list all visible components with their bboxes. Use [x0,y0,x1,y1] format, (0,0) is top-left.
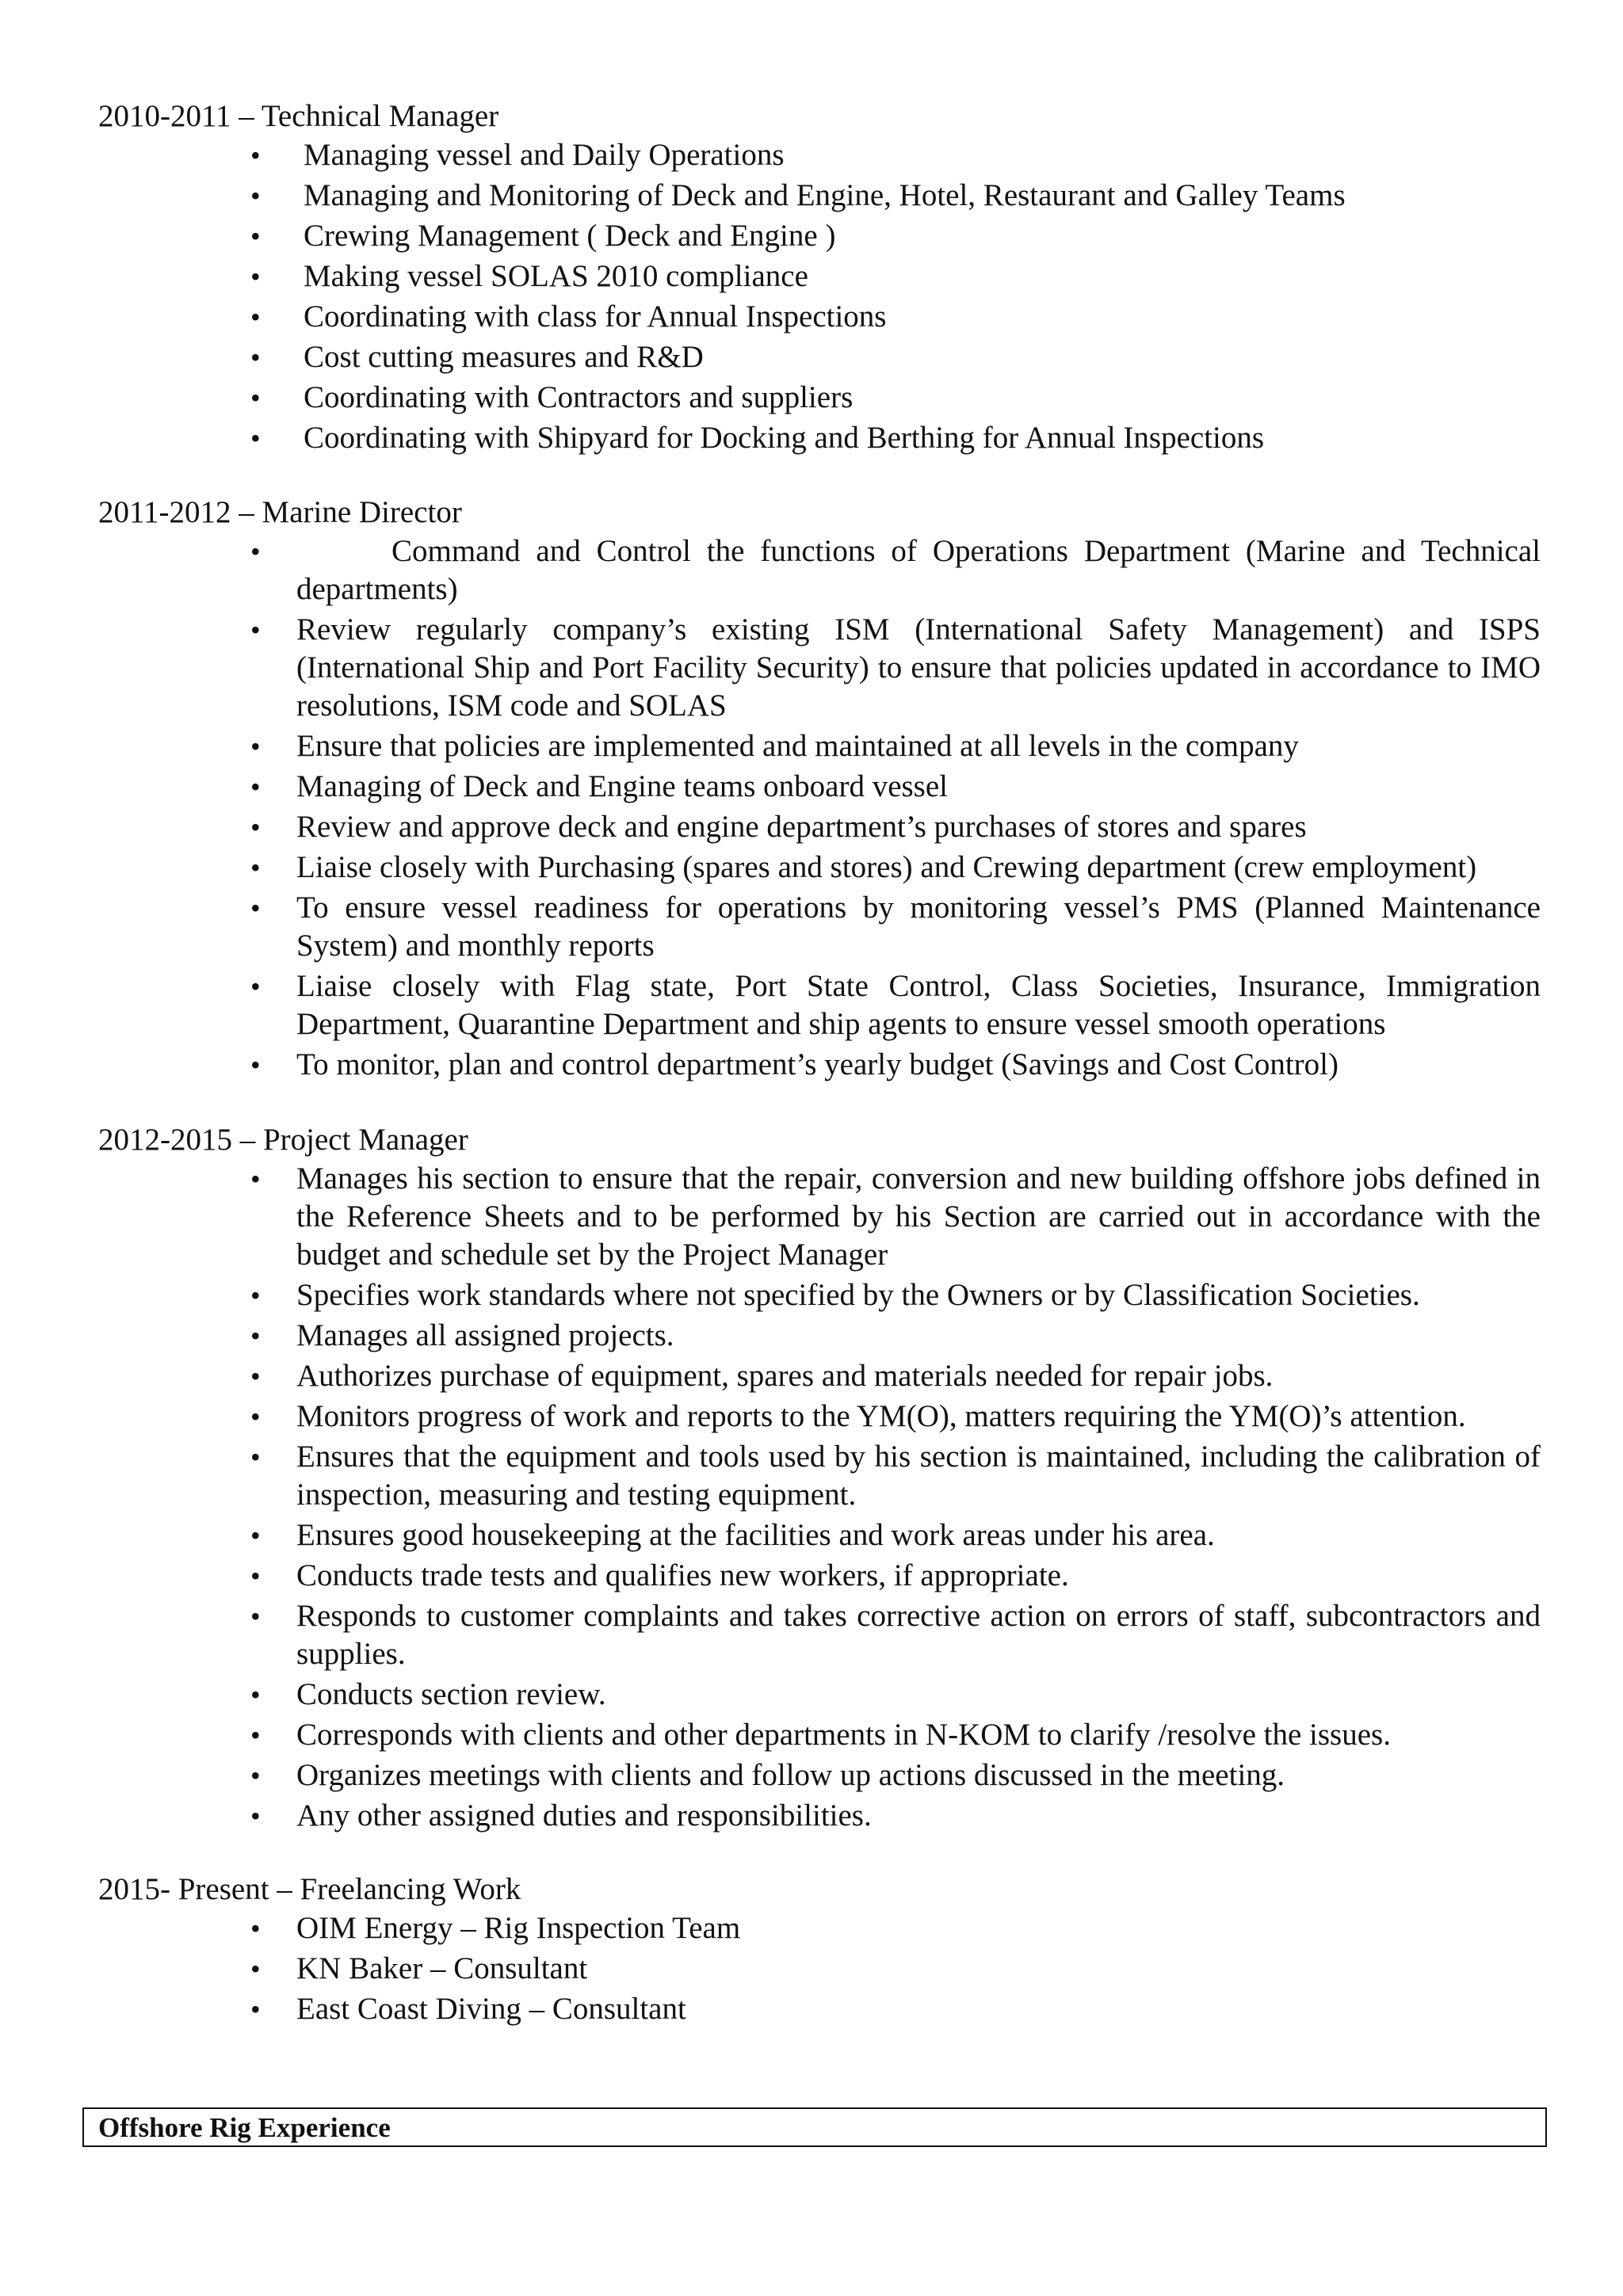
list-item: • Manages all assigned projects. [98,1317,1541,1355]
bullet-icon: • [250,220,261,252]
list-item: • Specifies work standards where not specified by the Owners or by Classification Societies. [98,1276,1541,1314]
list-item: • Coordinating with Shipyard for Docking and Berthing for Annual Inspections [98,419,1541,457]
bullet-icon: • [250,1913,261,1944]
list-item: • Review regularly company’s existing ISM (International Safety Management) and ISPS (International Ship and Port Facility Security) to ensure that policies updated in accordance to IMO resolutions, ISM code and SOLAS [250,612,1541,723]
list-item: • To monitor, plan and control department’s yearly budget (Savings and Cost Control) [98,1046,1541,1084]
bullet-icon: • [250,341,261,373]
bullet-icon: • [250,614,261,646]
list-item: • Ensures good housekeeping at the facilities and work areas under his area. [98,1516,1541,1554]
list-item: • Crewing Management ( Deck and Engine ) [98,217,1541,255]
list-item: • OIM Energy – Rig Inspection Team [98,1909,1541,1947]
list-item: • Organizes meetings with clients and follow up actions discussed in the meeting. [98,1756,1541,1794]
bullet-icon: • [250,892,261,924]
list-item: • Cost cutting measures and R&D [98,338,1541,376]
bullet-icon: • [250,422,261,454]
list-item: • Conducts trade tests and qualifies new workers, if appropriate. [98,1557,1541,1595]
bullet-icon: • [250,382,261,414]
list-item: • Review and approve deck and engine department’s purchases of stores and spares [98,808,1541,846]
bullet-icon: • [250,1360,261,1392]
list-item: • Ensures that the equipment and tools used by his section is maintained, including the calibration of inspection, measuring and testing equipment. [250,1440,1541,1512]
list-item: • Command and Control the functions of Operations Department (Marine and Technical departments) [250,534,1541,606]
list-item: • Coordinating with Contractors and suppliers [98,379,1541,417]
bullet-icon: • [250,536,261,567]
list-item: • Managing and Monitoring of Deck and Engine, Hotel, Restaurant and Galley Teams [98,177,1541,215]
list-item: • Responds to customer complaints and takes corrective action on errors of staff, subcontractors and supplies. [250,1599,1541,1671]
bullet-icon: • [250,1993,261,2025]
section-heading: 2010-2011 – Technical Manager [98,99,499,133]
list-item: • Managing vessel and Daily Operations [98,136,1541,174]
list-item: • Any other assigned duties and responsibilities. [98,1797,1541,1835]
section-heading: 2011-2012 – Marine Director [98,495,462,529]
bullet-icon: • [250,1679,261,1711]
bullet-icon: • [250,1600,261,1632]
bullet-list [98,136,1541,457]
bullet-icon: • [250,180,261,212]
list-item: • Authorizes purchase of equipment, spares and materials needed for repair jobs. [98,1357,1541,1395]
list-item: • Coordinating with class for Annual Inspections [98,298,1541,336]
bullet-icon: • [250,1800,261,1832]
bullet-icon: • [250,971,261,1002]
bullet-icon: • [250,852,261,883]
offshore-rig-experience-box [82,2107,1547,2147]
bullet-icon: • [250,1719,261,1751]
bullet-icon: • [250,1049,261,1081]
section-freelancing-work [98,1870,1541,2031]
section-technical-manager [98,97,1541,460]
bullet-list [98,1160,1541,1835]
section-marine-director [98,493,1541,1086]
bullet-icon: • [250,1401,261,1432]
box-title: Offshore Rig Experience [98,2112,391,2143]
list-item: • Monitors progress of work and reports to the YM(O), matters requiring the YM(O)’s attention. [98,1398,1541,1436]
bullet-icon: • [250,1320,261,1352]
bullet-list [98,532,1541,1084]
list-item: • Making vessel SOLAS 2010 compliance [98,257,1541,296]
bullet-icon: • [250,139,261,171]
list-item: • Manages his section to ensure that the repair, conversion and new building offshore jobs defined in the Reference Sheets and to be performed by his Section are carried out in accordance with the budget and schedule set by the Project Manager [250,1161,1541,1272]
list-item: • Liaise closely with Purchasing (spares and stores) and Crewing department (crew employment) [98,849,1541,887]
bullet-icon: • [250,1280,261,1311]
bullet-icon: • [250,301,261,333]
list-item: • To ensure vessel readiness for operations by monitoring vessel’s PMS (Planned Maintenance System) and monthly reports [250,891,1541,963]
list-item: • Conducts section review. [98,1676,1541,1714]
bullet-icon: • [250,261,261,292]
bullet-icon: • [250,730,261,762]
bullet-icon: • [250,1163,261,1195]
list-item: • KN Baker – Consultant [98,1950,1541,1988]
list-item: • East Coast Diving – Consultant [98,1990,1541,2028]
bullet-icon: • [250,1560,261,1592]
list-item: • Managing of Deck and Engine teams onboard vessel [98,768,1541,806]
bullet-icon: • [250,1760,261,1791]
bullet-icon: • [250,1953,261,1985]
section-heading: 2012-2015 – Project Manager [98,1123,468,1157]
list-item: • Liaise closely with Flag state, Port State Control, Class Societies, Insurance, Immigration Department, Quarantine Department and ship agents to ensure vessel smooth operations [250,969,1541,1041]
list-item: • Ensure that policies are implemented and maintained at all levels in the company [98,727,1541,765]
bullet-icon: • [250,1520,261,1551]
section-heading: 2015- Present – Freelancing Work [98,1872,521,1906]
bullet-icon: • [250,811,261,843]
bullet-icon: • [250,771,261,803]
bullet-icon: • [250,1441,261,1473]
bullet-list [98,1909,1541,2028]
list-item: • Corresponds with clients and other departments in N-KOM to clarify /resolve the issues. [98,1716,1541,1754]
section-project-manager [98,1120,1541,1837]
